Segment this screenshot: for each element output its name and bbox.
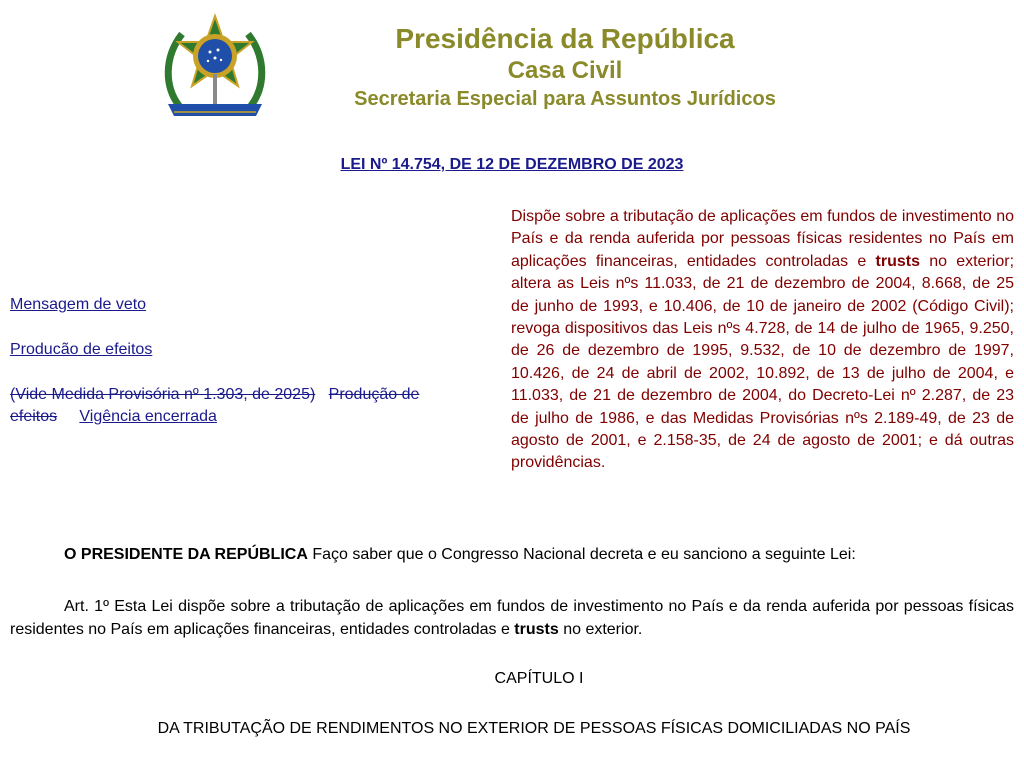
law-title — [0, 156, 1024, 174]
presidente-paragraph — [10, 543, 1014, 566]
header-casa-civil: Casa Civil — [507, 57, 623, 84]
capitulo-heading: CAPÍTULO I — [494, 670, 584, 687]
capitulo-title: DA TRIBUTAÇÃO DE RENDIMENTOS NO EXTERIOR DE PESSOAS FÍSICAS DOMICILIADAS NO PAÍS — [157, 720, 911, 737]
art1-text-1: Esta Lei dispõe sobre a tributação de aplicações em fundos de investimento no País e da renda auferida por pessoas físicas residentes no País em aplicações financeiras, entidades controladas e — [10, 598, 1015, 638]
art1-label: Art. 1º — [64, 598, 109, 615]
law-title-link[interactable]: LEI Nº 14.754, DE 12 DE DEZEMBRO DE 2023 — [340, 156, 684, 173]
mensagem-veto-link[interactable]: Mensagem de veto — [10, 296, 147, 313]
presidente-label: O PRESIDENTE DA REPÚBLICA — [64, 546, 308, 563]
art1-paragraph — [10, 595, 1014, 641]
art1-trusts: trusts — [514, 621, 559, 638]
header-secretaria: Secretaria Especial para Assuntos Jurídicos — [354, 88, 776, 110]
art1-text-2: no exterior. — [558, 621, 643, 638]
ementa-text-2: no exterior; altera as Leis nºs 11.033, de 21 de dezembro de 2004, 8.668, de 25 de junho de 1993, e 10.406, de 10 de janeiro de 2002 (Código Civil); revoga dispositivos das Leis nºs 4.728, de 14 de julho de 1965, 9.250, de 26 de dezembro de 1995, 9.532, de 10 de dezembro de 1997, 10.426, de 24 de abril de 2002, 10.892, de 13 de julho de 2004, e 11.033, de 21 de dezembro de 2004, do Decreto-Lei nº 2.287, de 23 de julho de 1986, e das Medidas Provisórias nºs 2.189-49, de 23 de agosto de 2001, e 2.158-35, de 24 de agosto de 2001; e dá outras providências. — [511, 252, 1015, 472]
vide-mp-link[interactable]: (Vide Medida Provisória nº 1.303, de 2025) — [10, 386, 316, 403]
header-presidencia: Presidência da República — [395, 23, 735, 54]
law-ementa — [511, 206, 1014, 475]
presidente-text: Faço saber que o Congresso Nacional decreta e eu sanciono a seguinte Lei: — [307, 546, 856, 563]
vigencia-encerrada-link[interactable]: Vigência encerrada — [79, 408, 217, 425]
page-header — [0, 8, 1024, 128]
ementa-trusts: trusts — [875, 252, 920, 270]
producao-efeitos-link[interactable]: Producão de efeitos — [10, 341, 153, 358]
ementa-text-1: Dispõe sobre a tributação de aplicações em fundos de investimento no País e da renda auferida por pessoas físicas residentes no País em aplicações financeiras, entidades controladas e — [511, 208, 1014, 270]
header-titles — [300, 22, 830, 112]
producao-efeitos-struck-link[interactable]: Produção de efeitos — [10, 386, 420, 425]
side-links — [10, 294, 490, 428]
brazil-coat-of-arms-icon — [160, 12, 270, 128]
